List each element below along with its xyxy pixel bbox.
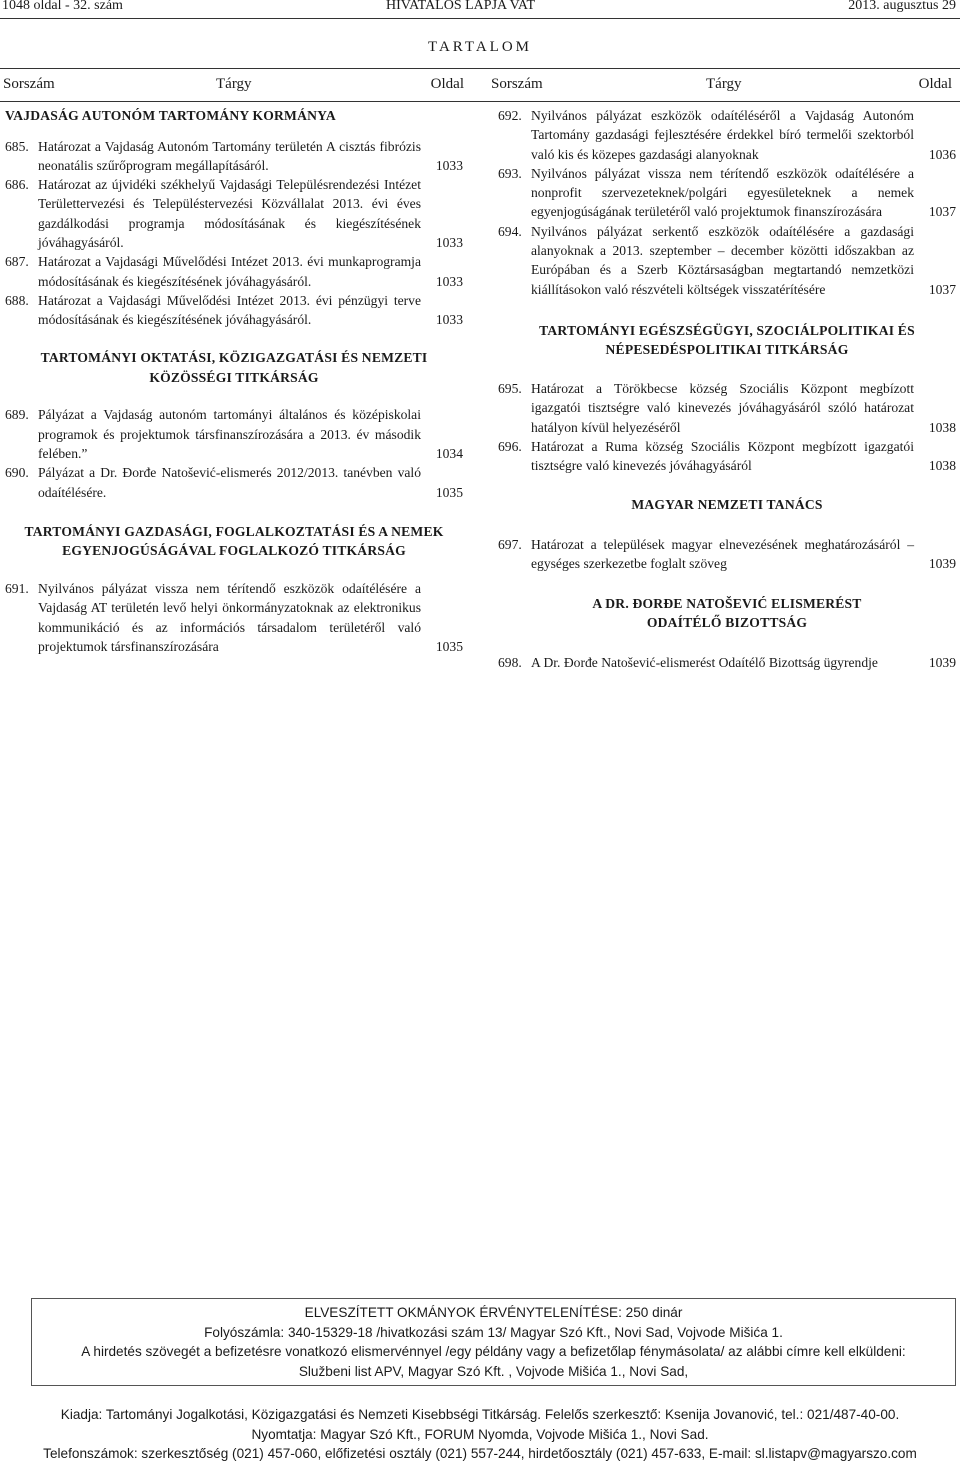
entry-page: 1039 bbox=[928, 654, 956, 670]
entry-number: 698. bbox=[498, 654, 522, 670]
toc-entry-693[interactable] bbox=[498, 164, 956, 222]
section-title: TARTOMÁNYI OKTATÁSI, KÖZIGAZGATÁSI ÉS NEMZETI KÖZÖSSÉGI TITKÁRSÁG bbox=[40, 350, 428, 385]
entry-number: 688. bbox=[5, 292, 29, 308]
footer-contacts: Telefonszámok: szerkesztőség (021) 457-060, előfizetési osztály (021) 557-244, hirdetőosztály (021) 457-633, E-mail: sl.listapv@magyarszo.com bbox=[43, 1446, 917, 1461]
header-divider bbox=[0, 18, 960, 19]
notice-title: ELVESZÍTETT OKMÁNYOK ÉRVÉNYTELENÍTÉSE: 250 dinár bbox=[304, 1305, 683, 1320]
entry-number: 686. bbox=[5, 177, 29, 193]
toc-entry-691[interactable] bbox=[5, 579, 463, 656]
section-title: MAGYAR NEMZETI TANÁCS bbox=[631, 497, 823, 513]
entry-page: 1035 bbox=[435, 484, 463, 500]
toc-title: TARTALOM bbox=[427, 39, 533, 55]
section-title: VAJDASÁG AUTONÓM TARTOMÁNY KORMÁNYA bbox=[5, 108, 336, 123]
entry-text: Határozat a Törökbecse község Szociális Központ megbízott igazgatói tisztségre való kinevezés jóváhagyásáról szóló határozat hatályon kívül helyezéséről bbox=[531, 380, 914, 435]
footer-publisher: Kiadja: Tartományi Jogalkotási, Közigazgatási és Nemzeti Kisebbségi Titkárság. Felelős szerkesztő: Ksenija Jovanović, tel.: 021/487-40-00. bbox=[60, 1407, 900, 1422]
toc-entry-696[interactable] bbox=[498, 437, 956, 476]
left-header-subject: Tárgy bbox=[216, 76, 252, 92]
entry-number: 687. bbox=[5, 254, 29, 270]
entry-page: 1033 bbox=[435, 234, 463, 250]
entry-page: 1034 bbox=[435, 446, 463, 462]
header-page-info: 1048 oldal - 32. szám bbox=[2, 0, 123, 13]
entry-text: Határozat a Vajdasági Művelődési Intézet 2013. évi munkaprogramja módosításának és kiegészítésének jóváhagyásáról. bbox=[38, 254, 421, 289]
toc-entry-689[interactable] bbox=[5, 405, 463, 463]
toc-entry-695[interactable] bbox=[498, 379, 956, 437]
toc-entry-698[interactable] bbox=[498, 653, 956, 672]
notice-box bbox=[31, 1298, 956, 1386]
entry-text: Pályázat a Vajdaság autonóm tartományi általános és középiskolai programok és projektumok társfinanszírozására a 2013. év második felében.” bbox=[38, 407, 421, 462]
entry-number: 697. bbox=[498, 536, 522, 552]
entry-number: 695. bbox=[498, 380, 522, 396]
toc-entry-687[interactable] bbox=[5, 252, 463, 291]
entry-text: Határozat a Vajdasági Művelődési Intézet 2013. évi pénzügyi terve módosításának és kiegészítésének jóváhagyásáról. bbox=[38, 292, 421, 328]
entry-text: Nyilvános pályázat vissza nem térítendő eszközök odaítélésére a nonprofit szervezeteknek/polgári egyesületeknek a nemek egyenjogúságának területéről való projektumok finanszírozására bbox=[531, 165, 914, 220]
entry-number: 692. bbox=[498, 108, 522, 123]
notice-account: Folyószámla: 340-15329-18 /hivatkozási szám 13/ Magyar Szó Kft., Novi Sad, Vojvode Mišića 1. bbox=[204, 1324, 783, 1340]
notice-instructions: A hirdetés szövegét a befizetésre vonatkozó elismervénnyel /egy példány vagy a befizetőlap fénymásolata/ az alábbi címre kell elküldeni: bbox=[81, 1344, 906, 1359]
footer-printer: Nyomtatja: Magyar Szó Kft., FORUM Nyomda, Vojvode Mišića 1., Novi Sad. bbox=[251, 1426, 709, 1442]
entry-number: 696. bbox=[498, 438, 522, 454]
entry-page: 1036 bbox=[928, 146, 956, 162]
toc-entry-692[interactable] bbox=[498, 106, 956, 164]
entry-text: Nyilvános pályázat eszközök odaítéléséről a Vajdaság Autonóm Tartomány gazdasági fejlesztésére érdekkel bíró termelői szektorból való kis és közepes gazdasági alanyoknak bbox=[531, 108, 914, 162]
entry-page: 1037 bbox=[928, 281, 956, 297]
entry-text: Nyilvános pályázat vissza nem térítendő eszközök odaítélésére a Vajdaság AT területén levő helyi önkormányzatoknak az elektronikus kommunikáció és az információs társadalom területéről való projektumok társfinanszírozására bbox=[38, 580, 421, 654]
toc-entry-685[interactable] bbox=[5, 137, 463, 176]
header-publication: HIVATALOS LAPJA VAT bbox=[386, 0, 536, 13]
right-column bbox=[498, 106, 956, 672]
toc-entry-686[interactable] bbox=[5, 175, 463, 252]
page-footer bbox=[0, 1405, 960, 1464]
entry-text: Határozat a Ruma község Szociális Központ megbízott igazgatói tisztségre való kinevezés jóváhagyásáról bbox=[531, 438, 914, 474]
section-title: TARTOMÁNYI GAZDASÁGI, FOGLALKOZTATÁSI ÉS A NEMEK EGYENJOGÚSÁGÁVAL FOGLALKOZÓ TITKÁRSÁG bbox=[24, 523, 444, 559]
table-top-rule bbox=[0, 68, 960, 69]
left-column-header bbox=[0, 76, 480, 96]
entry-number: 685. bbox=[5, 138, 29, 154]
entry-page: 1038 bbox=[928, 458, 956, 474]
right-header-num: Sorszám bbox=[491, 76, 543, 92]
table-header-rule bbox=[0, 101, 960, 102]
toc-entry-694[interactable] bbox=[498, 222, 956, 299]
left-header-page: Oldal bbox=[430, 76, 464, 92]
toc-entry-688[interactable] bbox=[5, 291, 463, 330]
notice-address: Službeni list APV, Magyar Szó Kft. , Vojvode Mišića 1., Novi Sad, bbox=[298, 1363, 689, 1379]
entry-text: Nyilvános pályázat serkentő eszközök odaítélésére a gazdasági alanyoknak a 2013. szeptember – december közötti időszakban az Európában és a Szerb Köztársaságban megtartandó nemzetközi kiállításokon való részvételi költségek visszatérítésére bbox=[531, 223, 914, 297]
entry-page: 1033 bbox=[435, 312, 463, 328]
toc-entry-690[interactable] bbox=[5, 463, 463, 502]
right-column-header bbox=[480, 76, 960, 96]
entry-page: 1033 bbox=[435, 273, 463, 289]
entry-number: 691. bbox=[5, 580, 29, 596]
header-date: 2013. augusztus 29 bbox=[848, 0, 956, 13]
entry-text: Határozat az újvidéki székhelyű Vajdasági Településrendezési Intézet Területtervezési és Településtervezési Közvállalat 2013. évi éves gazdálkodási programja módosításának és kiegészítésének jóváhagyásáról. bbox=[38, 177, 421, 250]
toc-entry-697[interactable] bbox=[498, 535, 956, 574]
section-title: TARTOMÁNYI EGÉSZSÉGÜGYI, SZOCIÁLPOLITIKAI ÉS NÉPESEDÉSPOLITIKAI TITKÁRSÁG bbox=[539, 322, 915, 358]
entry-page: 1037 bbox=[928, 204, 956, 220]
entry-text: Határozat a települések magyar elnevezésének meghatározásáról – egységes szerkezetbe foglalt szöveg bbox=[531, 536, 914, 572]
entry-text: Pályázat a Dr. Đorđe Natošević-elismerés 2012/2013. tanévben való odaítélésére. bbox=[38, 465, 421, 500]
entry-page: 1033 bbox=[435, 157, 463, 173]
left-column bbox=[5, 106, 463, 656]
left-header-num: Sorszám bbox=[3, 76, 55, 92]
page-header bbox=[0, 0, 960, 14]
entry-number: 689. bbox=[5, 407, 29, 423]
entry-text: Határozat a Vajdaság Autonóm Tartomány területén A cisztás fibrózis neonatális szűrőprogram megállapításáról. bbox=[38, 138, 421, 173]
entry-page: 1035 bbox=[435, 638, 463, 654]
entry-number: 693. bbox=[498, 165, 522, 181]
right-header-subject: Tárgy bbox=[706, 76, 742, 92]
entry-number: 690. bbox=[5, 465, 29, 481]
section-title: A DR. ĐORĐE NATOŠEVIĆ ELISMERÉST ODAÍTÉLŐ BIZOTTSÁG bbox=[592, 595, 862, 631]
right-header-page: Oldal bbox=[918, 76, 952, 92]
entry-text: A Dr. Đorđe Natošević-elismerést Odaítélő Bizottság ügyrendje bbox=[531, 654, 878, 670]
entry-page: 1038 bbox=[928, 419, 956, 435]
entry-page: 1039 bbox=[928, 556, 956, 572]
entry-number: 694. bbox=[498, 223, 522, 239]
